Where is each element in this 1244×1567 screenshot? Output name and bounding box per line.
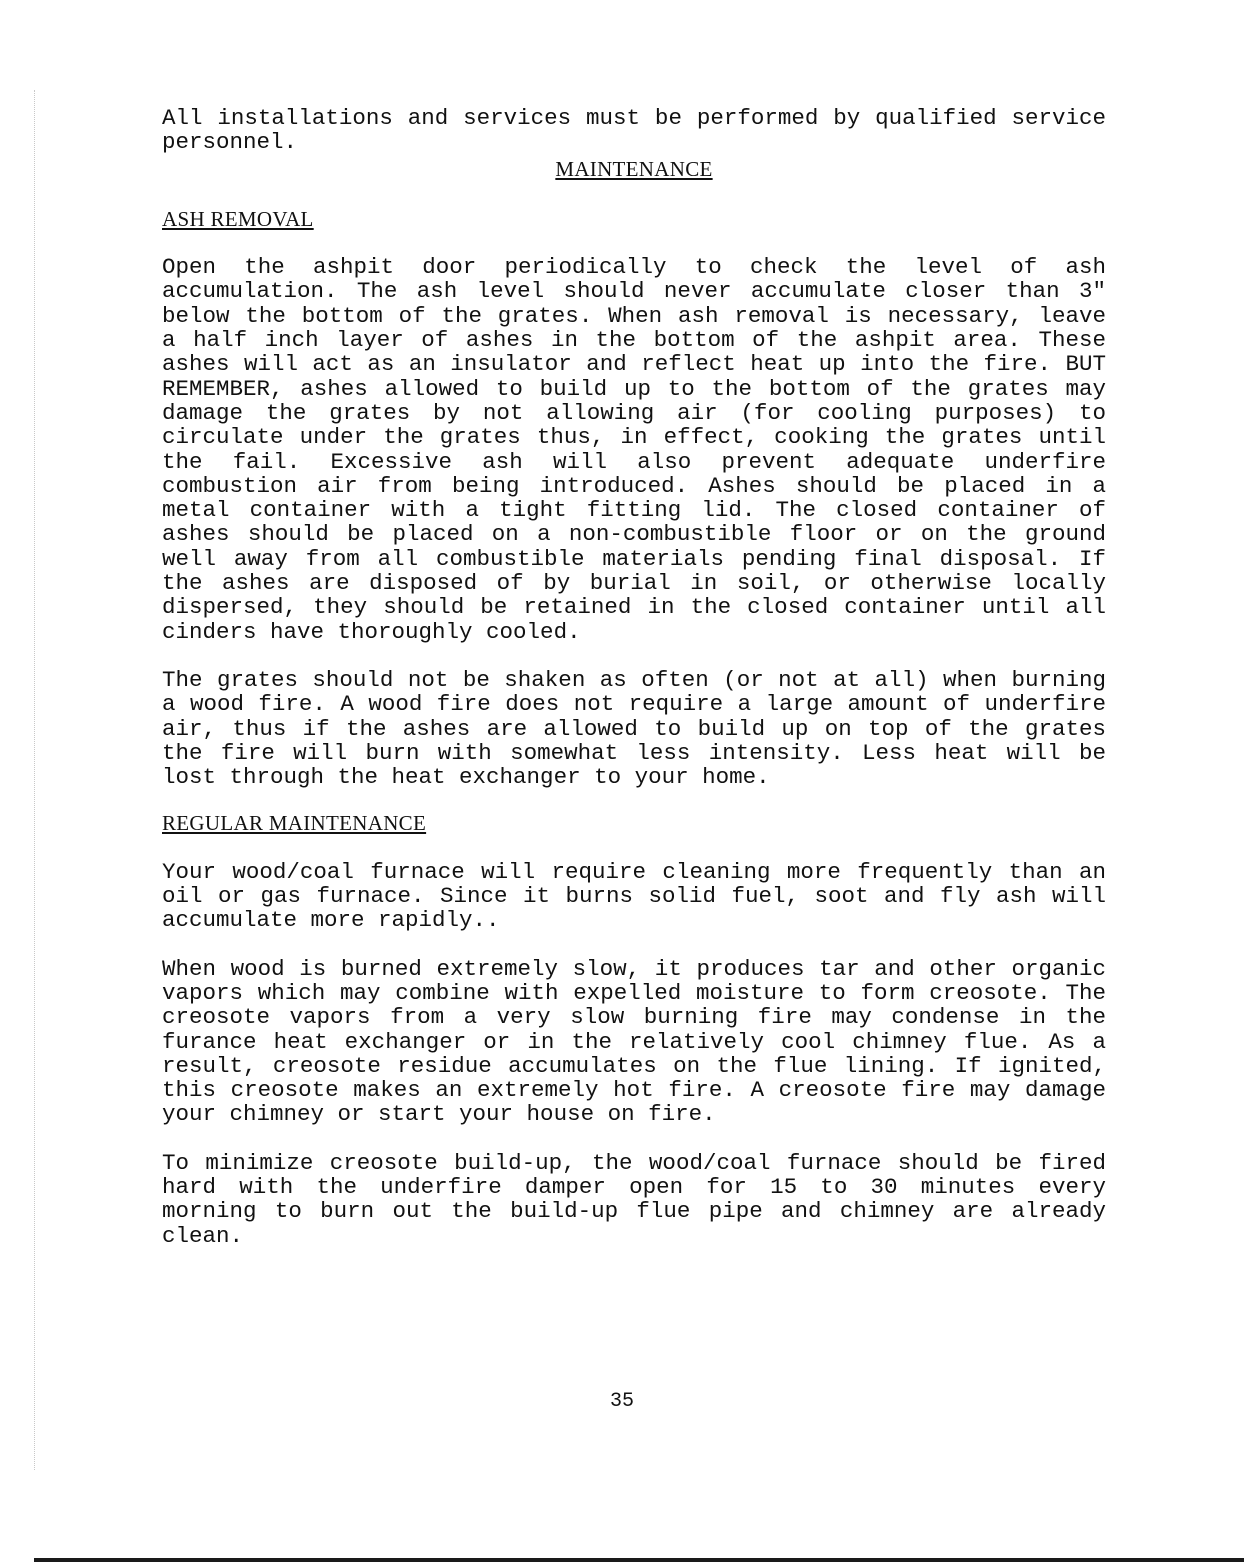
ash-removal-paragraph-1: Open the ashpit door periodically to check the level of ash accumulation. The ash level should never accumulate closer than 3" below the bottom of the grates. When ash removal is necessary, leave a half inch layer of ashes in the bottom of the ashpit area. These ashes will act as an insulator and reflect heat up into the fire. BUT REMEMBER, ashes allowed to build up to the bottom of the grates may damage the grates by not allowing air (for cooling purposes) to circulate under the grates thus, in effect, cooking the grates until the fail. Excessive ash will also prevent adequate underfire combustion air from being introduced. Ashes should be placed in a metal container with a tight fitting lid. The closed container of ashes should be placed on a non-combustible floor or on the ground well away from all combustible materials pending final disposal. If the ashes are disposed of by burial in soil, or otherwise locally dispersed, they should be retained in the closed container until all cinders have thoroughly cooled. <box>162 254 1106 645</box>
section-heading-regular-maintenance: REGULAR MAINTENANCE <box>162 811 427 836</box>
regular-maintenance-paragraph-3: To minimize creosote build-up, the wood/coal furnace should be fired hard with the underfire damper open for 15 to 30 minutes every morning to burn out the build-up flue pipe and chimney are already clean. <box>162 1149 1106 1249</box>
scan-edge-left <box>34 90 36 1470</box>
regular-maintenance-paragraph-1: Your wood/coal furnace will require cleaning more frequently than an oil or gas furnace. Since it burns solid fuel, soot and fly ash will accumulate more rapidly.. <box>162 858 1106 934</box>
page-title: MAINTENANCE <box>555 156 713 181</box>
ash-removal-paragraph-2: The grates should not be shaken as often (or not at all) when burning a wood fire. A wood fire does not require a large amount of underfire air, thus if the ashes are allowed to build up on top of the grates the fire will burn with somewhat less intensity. Less heat will be lost through the heat exchanger to your home. <box>162 666 1106 791</box>
scan-edge-bottom <box>34 1558 1244 1562</box>
page-content <box>162 106 1106 1248</box>
intro-paragraph: All installations and services must be performed by qualified service personnel. <box>162 105 1106 156</box>
section-heading-ash-removal: ASH REMOVAL <box>162 206 314 231</box>
regular-maintenance-paragraph-2: When wood is burned extremely slow, it produces tar and other organic vapors which may combine with expelled moisture to form creosote. The creosote vapors from a very slow burning fire may condense in the furance heat exchanger or in the relatively cool chimney flue. As a result, creosote residue accumulates on the flue lining. If ignited, this creosote makes an extremely hot fire. A creosote fire may damage your chimney or start your house on fire. <box>162 955 1106 1128</box>
page-number: 35 <box>609 1390 634 1413</box>
